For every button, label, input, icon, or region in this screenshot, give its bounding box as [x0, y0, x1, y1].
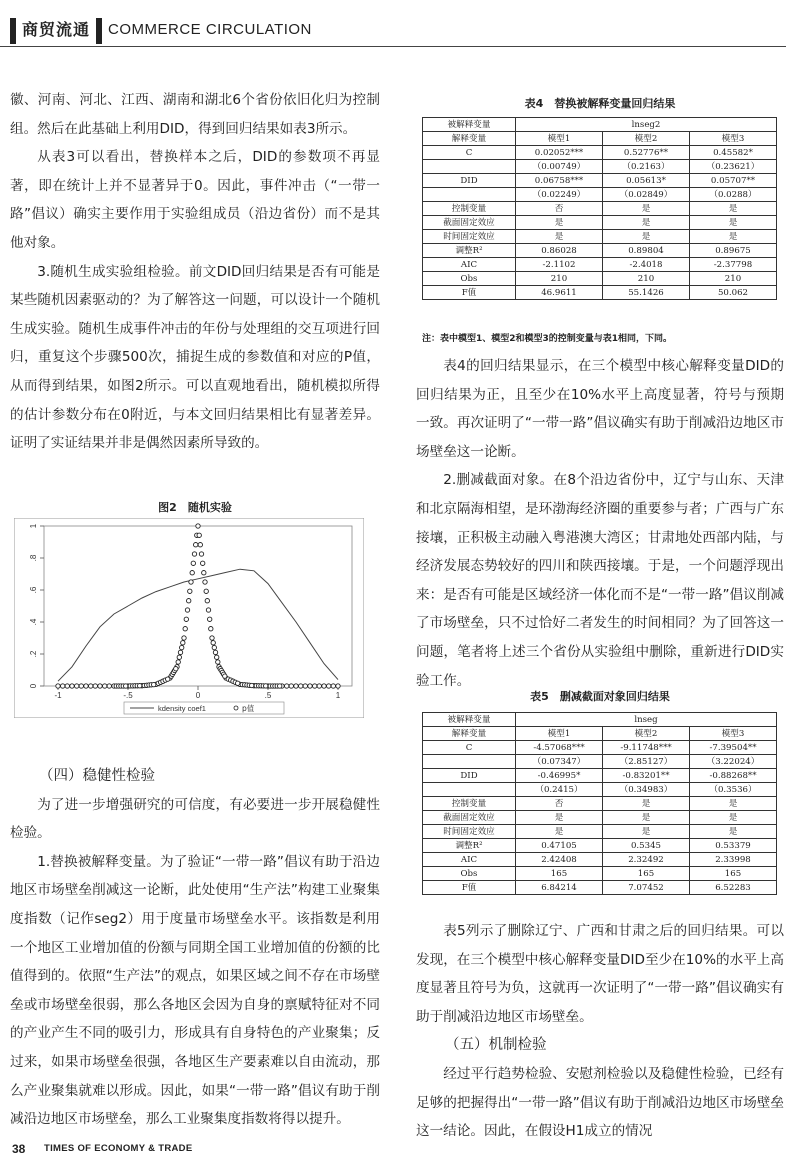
table-row: [423, 244, 777, 258]
table-cell: （0.2163）: [603, 160, 690, 174]
table-cell: 0.89804: [603, 244, 690, 258]
table-cell: 是: [603, 797, 690, 811]
y-tick-label: 0: [29, 683, 38, 689]
table-row: [423, 174, 777, 188]
y-tick-label: .4: [29, 618, 38, 626]
table-cell: 是: [603, 202, 690, 216]
table-cell: 210: [516, 272, 603, 286]
p-value-point: [61, 684, 65, 688]
table-row: [423, 881, 777, 895]
table-row: [423, 258, 777, 272]
section-title: 商贸流通: [22, 20, 91, 39]
p-value-point: [197, 533, 201, 537]
table-cell: 时间固定效应: [423, 825, 516, 839]
section-title-en: COMMERCE CIRCULATION: [108, 21, 312, 38]
table-cell: 是: [690, 811, 777, 825]
table-cell: 2.42408: [516, 853, 603, 867]
p-value-point: [205, 599, 209, 603]
table-row: [423, 783, 777, 797]
table-cell: AIC: [423, 853, 516, 867]
table-cell: 被解释变量: [423, 118, 516, 132]
table-cell: （2.85127）: [603, 755, 690, 769]
right-column-bottom: [416, 917, 784, 1146]
table-cell: 模型1: [516, 727, 603, 741]
table-cell: 是: [603, 216, 690, 230]
p-value-point: [198, 543, 202, 547]
table-cell: F值: [423, 286, 516, 300]
table-cell: 控制变量: [423, 797, 516, 811]
y-tick-label: 1: [29, 523, 38, 529]
table-note: 注：表中模型1、模型2和模型3的控制变量与表1相同，下同。: [422, 334, 673, 344]
p-value-point: [174, 667, 178, 671]
table-cell: （0.0288）: [690, 188, 777, 202]
table-cell: -0.83201**: [603, 769, 690, 783]
table-cell: 截面固定效应: [423, 811, 516, 825]
table-cell: DID: [423, 769, 516, 783]
legend-label-kdensity: kdensity coef1: [158, 704, 206, 713]
paragraph: 2.删减截面对象。在8个沿边省份中，辽宁与山东、天津和北京隔海相望，是环渤海经济圈的重要参与者；广西与广东接壤，正积极主动融入粤港澳大湾区；甘肃地处西部内陆，与经济发展态势较好的四川和陕西接壤。于是，一个问题浮现出来：是否有可能是区域经济一体化而不是“一带一路”倡议削减了市场壁垒，只不过恰好二者发生的时间相同？为了回答这一问题，笔者将上述三个省份从实验组中删除，重新进行DID实验工作。: [416, 472, 784, 689]
paragraph: 表5列示了删除辽宁、广西和甘肃之后的回归结果。可以发现，在三个模型中核心解释变量DID至少在10%的水平上高度显著且符号为负，这就再一次证明了“一带一路”倡议确实有助于削减沿边地区市场壁垒。: [416, 923, 784, 1025]
table-row: [423, 797, 777, 811]
p-value-point: [204, 589, 208, 593]
p-value-point: [201, 561, 205, 565]
p-value-point: [177, 655, 181, 659]
table-row: [423, 825, 777, 839]
table-cell: AIC: [423, 258, 516, 272]
p-value-point: [75, 684, 79, 688]
x-tick-label: 1: [335, 691, 341, 700]
x-tick-label: 0: [195, 691, 201, 700]
table-cell: 0.86028: [516, 244, 603, 258]
table-cell: 6.84214: [516, 881, 603, 895]
header-bar-left: [10, 18, 16, 44]
table-4: [422, 117, 777, 300]
p-value-point: [299, 684, 303, 688]
regression-table-5: [422, 712, 777, 895]
table-cell: -2.4018: [603, 258, 690, 272]
table-cell: C: [423, 146, 516, 160]
p-value-point: [89, 684, 93, 688]
table-cell: [423, 755, 516, 769]
table-cell: [423, 160, 516, 174]
p-value-point: [178, 650, 182, 654]
p-value-point: [65, 684, 69, 688]
table-cell: 时间固定效应: [423, 230, 516, 244]
table-cell: -2.37798: [690, 258, 777, 272]
table-cell: -7.39504**: [690, 741, 777, 755]
p-value-point: [180, 645, 184, 649]
table-cell: 165: [603, 867, 690, 881]
table-cell: 50.062: [690, 286, 777, 300]
table-cell: [423, 188, 516, 202]
table-cell: 模型1: [516, 132, 603, 146]
table-cell: 0.5345: [603, 839, 690, 853]
table-cell: -2.1102: [516, 258, 603, 272]
chart-svg: [14, 518, 364, 718]
p-value-point: [194, 543, 198, 547]
table-cell: 2.32492: [603, 853, 690, 867]
table-row: [423, 769, 777, 783]
table-cell: （0.2415）: [516, 783, 603, 797]
table-cell: （0.23621）: [690, 160, 777, 174]
table-row: [423, 160, 777, 174]
table-row: [423, 146, 777, 160]
table-cell: （0.02849）: [603, 188, 690, 202]
table-row: [423, 230, 777, 244]
p-value-point: [206, 608, 210, 612]
p-value-point: [303, 684, 307, 688]
p-value-point: [185, 608, 189, 612]
paragraph: 3.随机生成实验组检验。前文DID回归结果是否有可能是某些随机因素驱动的？为了解答这一问题，可以设计一个随机生成实验。随机生成事件冲击的年份与处理组的交互项进行回归，重复这个步骤500次，捕捉生成的参数值和对应的P值，从而得到结果，如图2所示。可以直观地看出，随机模拟所得的估计参数分布在0附近，与本文回归结果相比有显著差异。证明了实证结果并非是偶然因素所导致的。: [10, 263, 380, 452]
table-cell: 6.52283: [690, 881, 777, 895]
table-cell: 否: [516, 202, 603, 216]
table-cell: [423, 783, 516, 797]
p-value-point: [184, 617, 188, 621]
p-value-point: [308, 684, 312, 688]
table-cell: 是: [690, 797, 777, 811]
p-value-point: [98, 684, 102, 688]
table-cell: lnseg: [516, 713, 777, 727]
table-cell: 0.53379: [690, 839, 777, 853]
p-value-point: [210, 636, 214, 640]
x-tick-label: -.5: [123, 691, 133, 700]
table-cell: 截面固定效应: [423, 216, 516, 230]
p-value-point: [183, 627, 187, 631]
table-cell: 0.52776**: [603, 146, 690, 160]
right-column-middle: [416, 352, 784, 695]
p-value-point: [187, 599, 191, 603]
table-row: [423, 272, 777, 286]
p-value-point: [294, 684, 298, 688]
table-row: [423, 286, 777, 300]
table-cell: 控制变量: [423, 202, 516, 216]
table-cell: DID: [423, 174, 516, 188]
p-value-point: [203, 580, 207, 584]
p-value-point: [196, 524, 200, 528]
table-cell: 210: [603, 272, 690, 286]
paragraph: 表4的回归结果显示，在三个模型中核心解释变量DID的回归结果为正，且至少在10%水平上高度显著，符号与预期一致。再次证明了“一带一路”倡议确实有助于削减沿边地区市场壁垒这一论断。: [416, 358, 784, 460]
table-row: [423, 132, 777, 146]
p-value-point: [84, 684, 88, 688]
table-cell: 是: [516, 825, 603, 839]
table-cell: 是: [603, 230, 690, 244]
p-value-point: [278, 684, 282, 688]
table-row: [423, 853, 777, 867]
header-bar-right: [96, 18, 102, 44]
table-cell: 0.05613*: [603, 174, 690, 188]
table-cell: -0.88268**: [690, 769, 777, 783]
p-value-point: [176, 660, 180, 664]
table-cell: （3.22024）: [690, 755, 777, 769]
table-row: [423, 727, 777, 741]
y-tick-label: .8: [29, 554, 38, 562]
table-cell: 是: [516, 216, 603, 230]
p-value-point: [212, 645, 216, 649]
paragraph: 经过平行趋势检验、安慰剂检验以及稳健性检验，已经有足够的把握得出“一带一路”倡议有助于削减沿边地区市场壁垒这一结论。因此，在假设H1成立的情况: [416, 1065, 784, 1140]
table-cell: 是: [690, 216, 777, 230]
table-cell: -0.46995*: [516, 769, 603, 783]
table-cell: 0.05707**: [690, 174, 777, 188]
table-cell: 模型3: [690, 727, 777, 741]
p-value-point: [56, 684, 60, 688]
table-cell: （0.3536）: [690, 783, 777, 797]
table-cell: 0.89675: [690, 244, 777, 258]
p-value-point: [322, 684, 326, 688]
p-value-point: [138, 684, 142, 688]
p-value-point: [215, 655, 219, 659]
left-column-bottom: [10, 762, 380, 1134]
p-value-point: [264, 684, 268, 688]
table-row: [423, 202, 777, 216]
table-cell: 模型2: [603, 727, 690, 741]
table-cell: 解释变量: [423, 132, 516, 146]
table-4-caption: 表4 替换被解释变量回归结果: [524, 97, 676, 110]
table-cell: 165: [690, 867, 777, 881]
p-value-point: [250, 683, 254, 687]
paragraph: 为了进一步增强研究的可信度，有必要进一步开展稳健性检验。: [10, 796, 380, 842]
table-cell: Obs: [423, 867, 516, 881]
x-tick-label: .5: [264, 691, 272, 700]
p-value-point: [289, 684, 293, 688]
table-row: [423, 867, 777, 881]
p-value-point: [313, 684, 317, 688]
table-row: [423, 216, 777, 230]
paragraph: 徽、河南、河北、江西、湖南和湖北6个省份依旧化归为控制组。然后在此基础上利用DID，得到回归结果如表3所示。: [10, 92, 380, 137]
table-cell: （0.34983）: [603, 783, 690, 797]
p-value-point: [209, 627, 213, 631]
p-value-point: [124, 684, 128, 688]
p-value-point: [331, 684, 335, 688]
table-row: [423, 188, 777, 202]
table-cell: 是: [690, 230, 777, 244]
table-cell: 46.9611: [516, 286, 603, 300]
paragraph: 1.替换被解释变量。为了验证“一带一路”倡议有助于沿边地区市场壁垒削减这一论断，此处使用“生产法”构建工业聚集度指数（记作seg2）用于度量市场壁垒水平。该指数是利用一个地区工业增加值的份额与同期全国工业增加值的份额的比值得到的。依照“生产法”的观点，如果区域之间不存在市场壁垒或市场壁垒很弱，那么各地区会因为自身的禀赋特征对不同的产业产生不同的吸引力，形成具有自身特色的产业聚集；反过来，如果市场壁垒很强，各地区生产要素难以自由流动，那么产业聚集就难以形成。因此，如果“一带一路”倡议有助于削减沿边地区市场壁垒，那么工业聚集度指数将得以提升。: [10, 853, 380, 1128]
table-cell: 模型2: [603, 132, 690, 146]
p-value-point: [181, 641, 185, 645]
p-value-point: [152, 682, 156, 686]
table-cell: 是: [516, 811, 603, 825]
regression-table-4: [422, 117, 777, 300]
table-5-caption: 表5 删减截面对象回归结果: [530, 690, 670, 703]
paragraph: 从表3可以看出，替换样本之后，DID的参数项不再显著，即在统计上并不显著异于0。因此，事件冲击（“一带一路”倡议）确实主要作用于实验组成员（沿边省份）而不是其他对象。: [10, 149, 380, 251]
p-value-point: [213, 650, 217, 654]
table-cell: lnseg2: [516, 118, 777, 132]
table-cell: 模型3: [690, 132, 777, 146]
y-tick-label: .2: [29, 650, 38, 658]
table-cell: 调整R²: [423, 244, 516, 258]
table-cell: 被解释变量: [423, 713, 516, 727]
table-cell: 55.1426: [603, 286, 690, 300]
table-cell: Obs: [423, 272, 516, 286]
table-cell: （0.00749）: [516, 160, 603, 174]
p-value-point: [202, 571, 206, 575]
y-tick-label: .6: [29, 586, 38, 594]
table-cell: -4.57068***: [516, 741, 603, 755]
page-number: 38: [12, 1142, 26, 1156]
p-value-point: [285, 684, 289, 688]
table-row: [423, 839, 777, 853]
p-value-point: [192, 552, 196, 556]
p-value-point: [107, 684, 111, 688]
table-cell: 是: [690, 202, 777, 216]
table-cell: 调整R²: [423, 839, 516, 853]
p-value-point: [188, 589, 192, 593]
p-value-point: [216, 660, 220, 664]
table-cell: 210: [690, 272, 777, 286]
table-cell: 0.06758***: [516, 174, 603, 188]
table-cell: 是: [603, 825, 690, 839]
legend-dot-swatch: [234, 706, 238, 710]
journal-name: TIMES OF ECONOMY & TRADE: [44, 1143, 193, 1154]
section-heading: （四）稳健性检验: [39, 768, 155, 784]
x-tick-label: -1: [54, 691, 62, 700]
table-cell: （0.07347）: [516, 755, 603, 769]
table-cell: 165: [516, 867, 603, 881]
table-cell: 是: [516, 230, 603, 244]
table-cell: 0.47105: [516, 839, 603, 853]
p-value-point: [79, 684, 83, 688]
p-value-point: [93, 684, 97, 688]
table-row: [423, 755, 777, 769]
p-value-point: [182, 636, 186, 640]
header-rule: [0, 46, 786, 47]
table-5: [422, 712, 777, 895]
left-column-top: [10, 86, 380, 458]
p-value-point: [70, 684, 74, 688]
table-cell: 是: [603, 811, 690, 825]
table-cell: （0.02249）: [516, 188, 603, 202]
table-cell: -9.11748***: [603, 741, 690, 755]
table-cell: C: [423, 741, 516, 755]
table-cell: 7.07452: [603, 881, 690, 895]
p-value-point: [336, 684, 340, 688]
figure-2-chart: [14, 518, 364, 718]
p-value-point: [327, 684, 331, 688]
section-heading: （五）机制检验: [445, 1037, 547, 1054]
p-value-point: [103, 684, 107, 688]
table-row: [423, 811, 777, 825]
p-value-point: [211, 641, 215, 645]
figure-caption: 图2 随机实验: [158, 501, 232, 514]
table-row: [423, 741, 777, 755]
table-cell: 0.45582*: [690, 146, 777, 160]
table-cell: F值: [423, 881, 516, 895]
p-value-point: [190, 571, 194, 575]
table-cell: 2.33998: [690, 853, 777, 867]
table-cell: 0.02052***: [516, 146, 603, 160]
p-value-point: [189, 580, 193, 584]
p-value-point: [191, 561, 195, 565]
table-cell: 否: [516, 797, 603, 811]
p-value-point: [236, 681, 240, 685]
table-cell: 解释变量: [423, 727, 516, 741]
legend-label-pvalue: p值: [242, 704, 255, 713]
table-cell: 是: [690, 825, 777, 839]
p-value-point: [208, 617, 212, 621]
p-value-point: [199, 552, 203, 556]
p-value-point: [317, 684, 321, 688]
